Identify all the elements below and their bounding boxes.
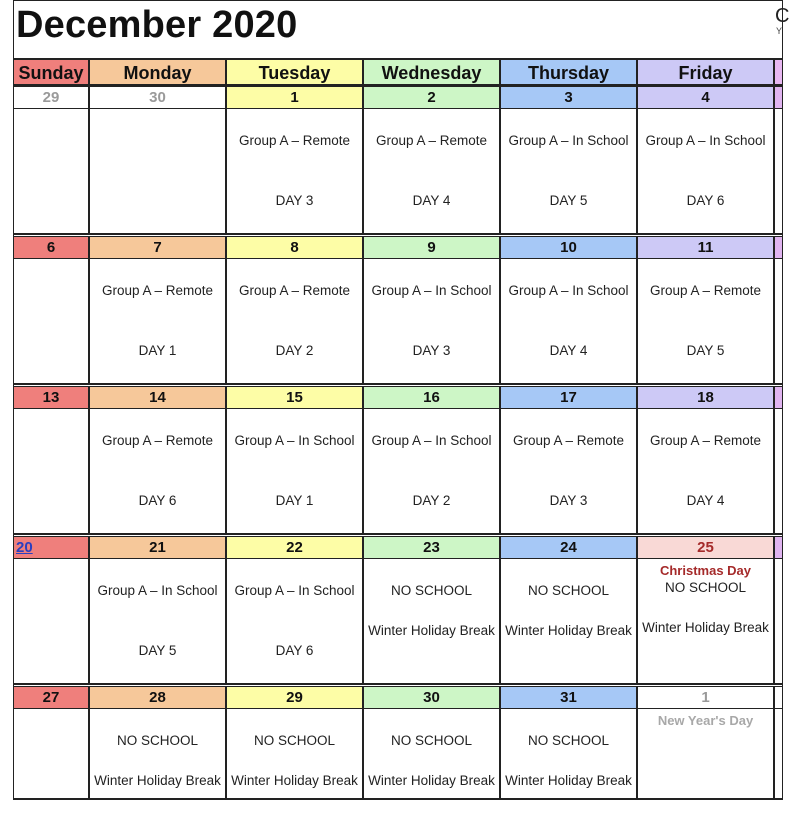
date-number: 30 [89,86,226,109]
day-cell-saturday-cut [774,409,783,535]
date-number [13,536,89,559]
day-cell [637,559,774,685]
cell-status: NO SCHOOL [390,583,472,598]
day-cell [226,259,363,385]
cell-detail: DAY 5 [686,343,725,358]
date-number-saturday-cut [774,386,783,409]
day-cell [500,559,637,685]
cell-detail: DAY 3 [412,343,451,358]
day-cell [13,109,89,235]
day-cell [89,709,226,800]
day-header-tuesday: Tuesday [226,58,363,86]
date-number: 6 [13,236,89,259]
cell-detail: DAY 2 [275,343,314,358]
cell-status: Group A – Remote [512,433,625,448]
cell-detail: DAY 3 [549,493,588,508]
date-number: 2 [363,86,500,109]
date-number: 1 [637,686,774,709]
holiday-label: Christmas Day [659,563,752,578]
cell-detail: DAY 4 [412,193,451,208]
cell-detail: DAY 6 [686,193,725,208]
cell-detail: DAY 4 [686,493,725,508]
cell-status: Group A – In School [97,583,218,598]
date-number: 27 [13,686,89,709]
day-cell [637,709,774,800]
cell-status: NO SCHOOL [390,733,472,748]
date-number: 22 [226,536,363,559]
date-number: 17 [500,386,637,409]
day-cell [363,259,500,385]
day-cell [500,109,637,235]
cell-status: Group A – Remote [649,283,762,298]
date-number-saturday-cut [774,536,783,559]
cell-detail: Winter Holiday Break [505,623,632,638]
date-number: 24 [500,536,637,559]
day-cell [226,409,363,535]
date-number: 16 [363,386,500,409]
date-number: 15 [226,386,363,409]
date-number-saturday-cut [774,686,783,709]
day-cell [89,109,226,235]
day-header-sunday: Sunday [13,58,89,86]
cell-detail: DAY 6 [138,493,177,508]
date-number: 7 [89,236,226,259]
cell-status: NO SCHOOL [664,580,746,595]
date-number: 4 [637,86,774,109]
date-number: 11 [637,236,774,259]
day-header-monday: Monday [89,58,226,86]
day-cell [13,709,89,800]
day-cell-saturday-cut [774,259,783,385]
cell-detail: Winter Holiday Break [505,773,632,788]
cell-status: Group A – Remote [101,433,214,448]
day-cell [500,259,637,385]
day-cell [500,709,637,800]
cell-status: Group A – Remote [238,133,351,148]
cell-status: Group A – Remote [649,433,762,448]
date-number-saturday-cut [774,86,783,109]
cell-status: NO SCHOOL [527,583,609,598]
date-number: 23 [363,536,500,559]
day-cell [637,409,774,535]
cell-detail: Winter Holiday Break [94,773,221,788]
day-cell [637,259,774,385]
date-number: 3 [500,86,637,109]
day-header-wednesday: Wednesday [363,58,500,86]
day-cell-saturday-cut [774,559,783,685]
date-number: 8 [226,236,363,259]
cut-off-subheading: Y [776,26,783,36]
date-number: 30 [363,686,500,709]
day-header-saturday-cut [774,58,783,86]
cell-status: Group A – Remote [238,283,351,298]
date-number: 29 [226,686,363,709]
date-number: 18 [637,386,774,409]
day-cell [637,109,774,235]
cell-status: Group A – In School [508,283,629,298]
day-cell [363,559,500,685]
date-number: 29 [13,86,89,109]
cell-detail: Winter Holiday Break [231,773,358,788]
holiday-label: New Year's Day [657,713,754,728]
cell-status: Group A – Remote [101,283,214,298]
day-cell [226,709,363,800]
day-header-thursday: Thursday [500,58,637,86]
cell-status: NO SCHOOL [116,733,198,748]
cell-detail: DAY 6 [275,643,314,658]
day-cell [500,409,637,535]
cell-detail: DAY 3 [275,193,314,208]
day-cell-saturday-cut [774,709,783,800]
cell-status: Group A – In School [234,583,355,598]
day-cell [89,409,226,535]
cell-status: NO SCHOOL [527,733,609,748]
day-cell-saturday-cut [774,109,783,235]
cell-detail: DAY 1 [138,343,177,358]
cell-status: Group A – In School [371,433,492,448]
day-cell [89,559,226,685]
date-number: 31 [500,686,637,709]
day-cell [363,109,500,235]
date-link[interactable]: 20 [16,539,33,556]
date-number: 1 [226,86,363,109]
date-number: 13 [13,386,89,409]
day-header-friday: Friday [637,58,774,86]
page-title: December 2020 [16,4,298,46]
day-cell [13,409,89,535]
cell-detail: DAY 5 [549,193,588,208]
cell-detail: Winter Holiday Break [368,623,495,638]
cell-status: Group A – Remote [375,133,488,148]
date-number: 10 [500,236,637,259]
cell-status: NO SCHOOL [253,733,335,748]
day-cell [13,559,89,685]
date-number: 25 [637,536,774,559]
day-cell [89,259,226,385]
cell-status: Group A – In School [371,283,492,298]
date-number-saturday-cut [774,236,783,259]
cell-detail: Winter Holiday Break [368,773,495,788]
date-number: 28 [89,686,226,709]
date-number: 9 [363,236,500,259]
day-cell [226,559,363,685]
cell-detail: Winter Holiday Break [642,620,769,635]
cell-detail: DAY 4 [549,343,588,358]
cell-detail: DAY 2 [412,493,451,508]
cell-status: Group A – In School [645,133,766,148]
day-cell [363,409,500,535]
cell-status: Group A – In School [508,133,629,148]
cut-off-heading: C [775,5,789,27]
day-cell [226,109,363,235]
cell-detail: DAY 1 [275,493,314,508]
cell-detail: DAY 5 [138,643,177,658]
cell-status: Group A – In School [234,433,355,448]
day-cell [363,709,500,800]
day-cell [13,259,89,385]
date-number: 21 [89,536,226,559]
date-number: 14 [89,386,226,409]
